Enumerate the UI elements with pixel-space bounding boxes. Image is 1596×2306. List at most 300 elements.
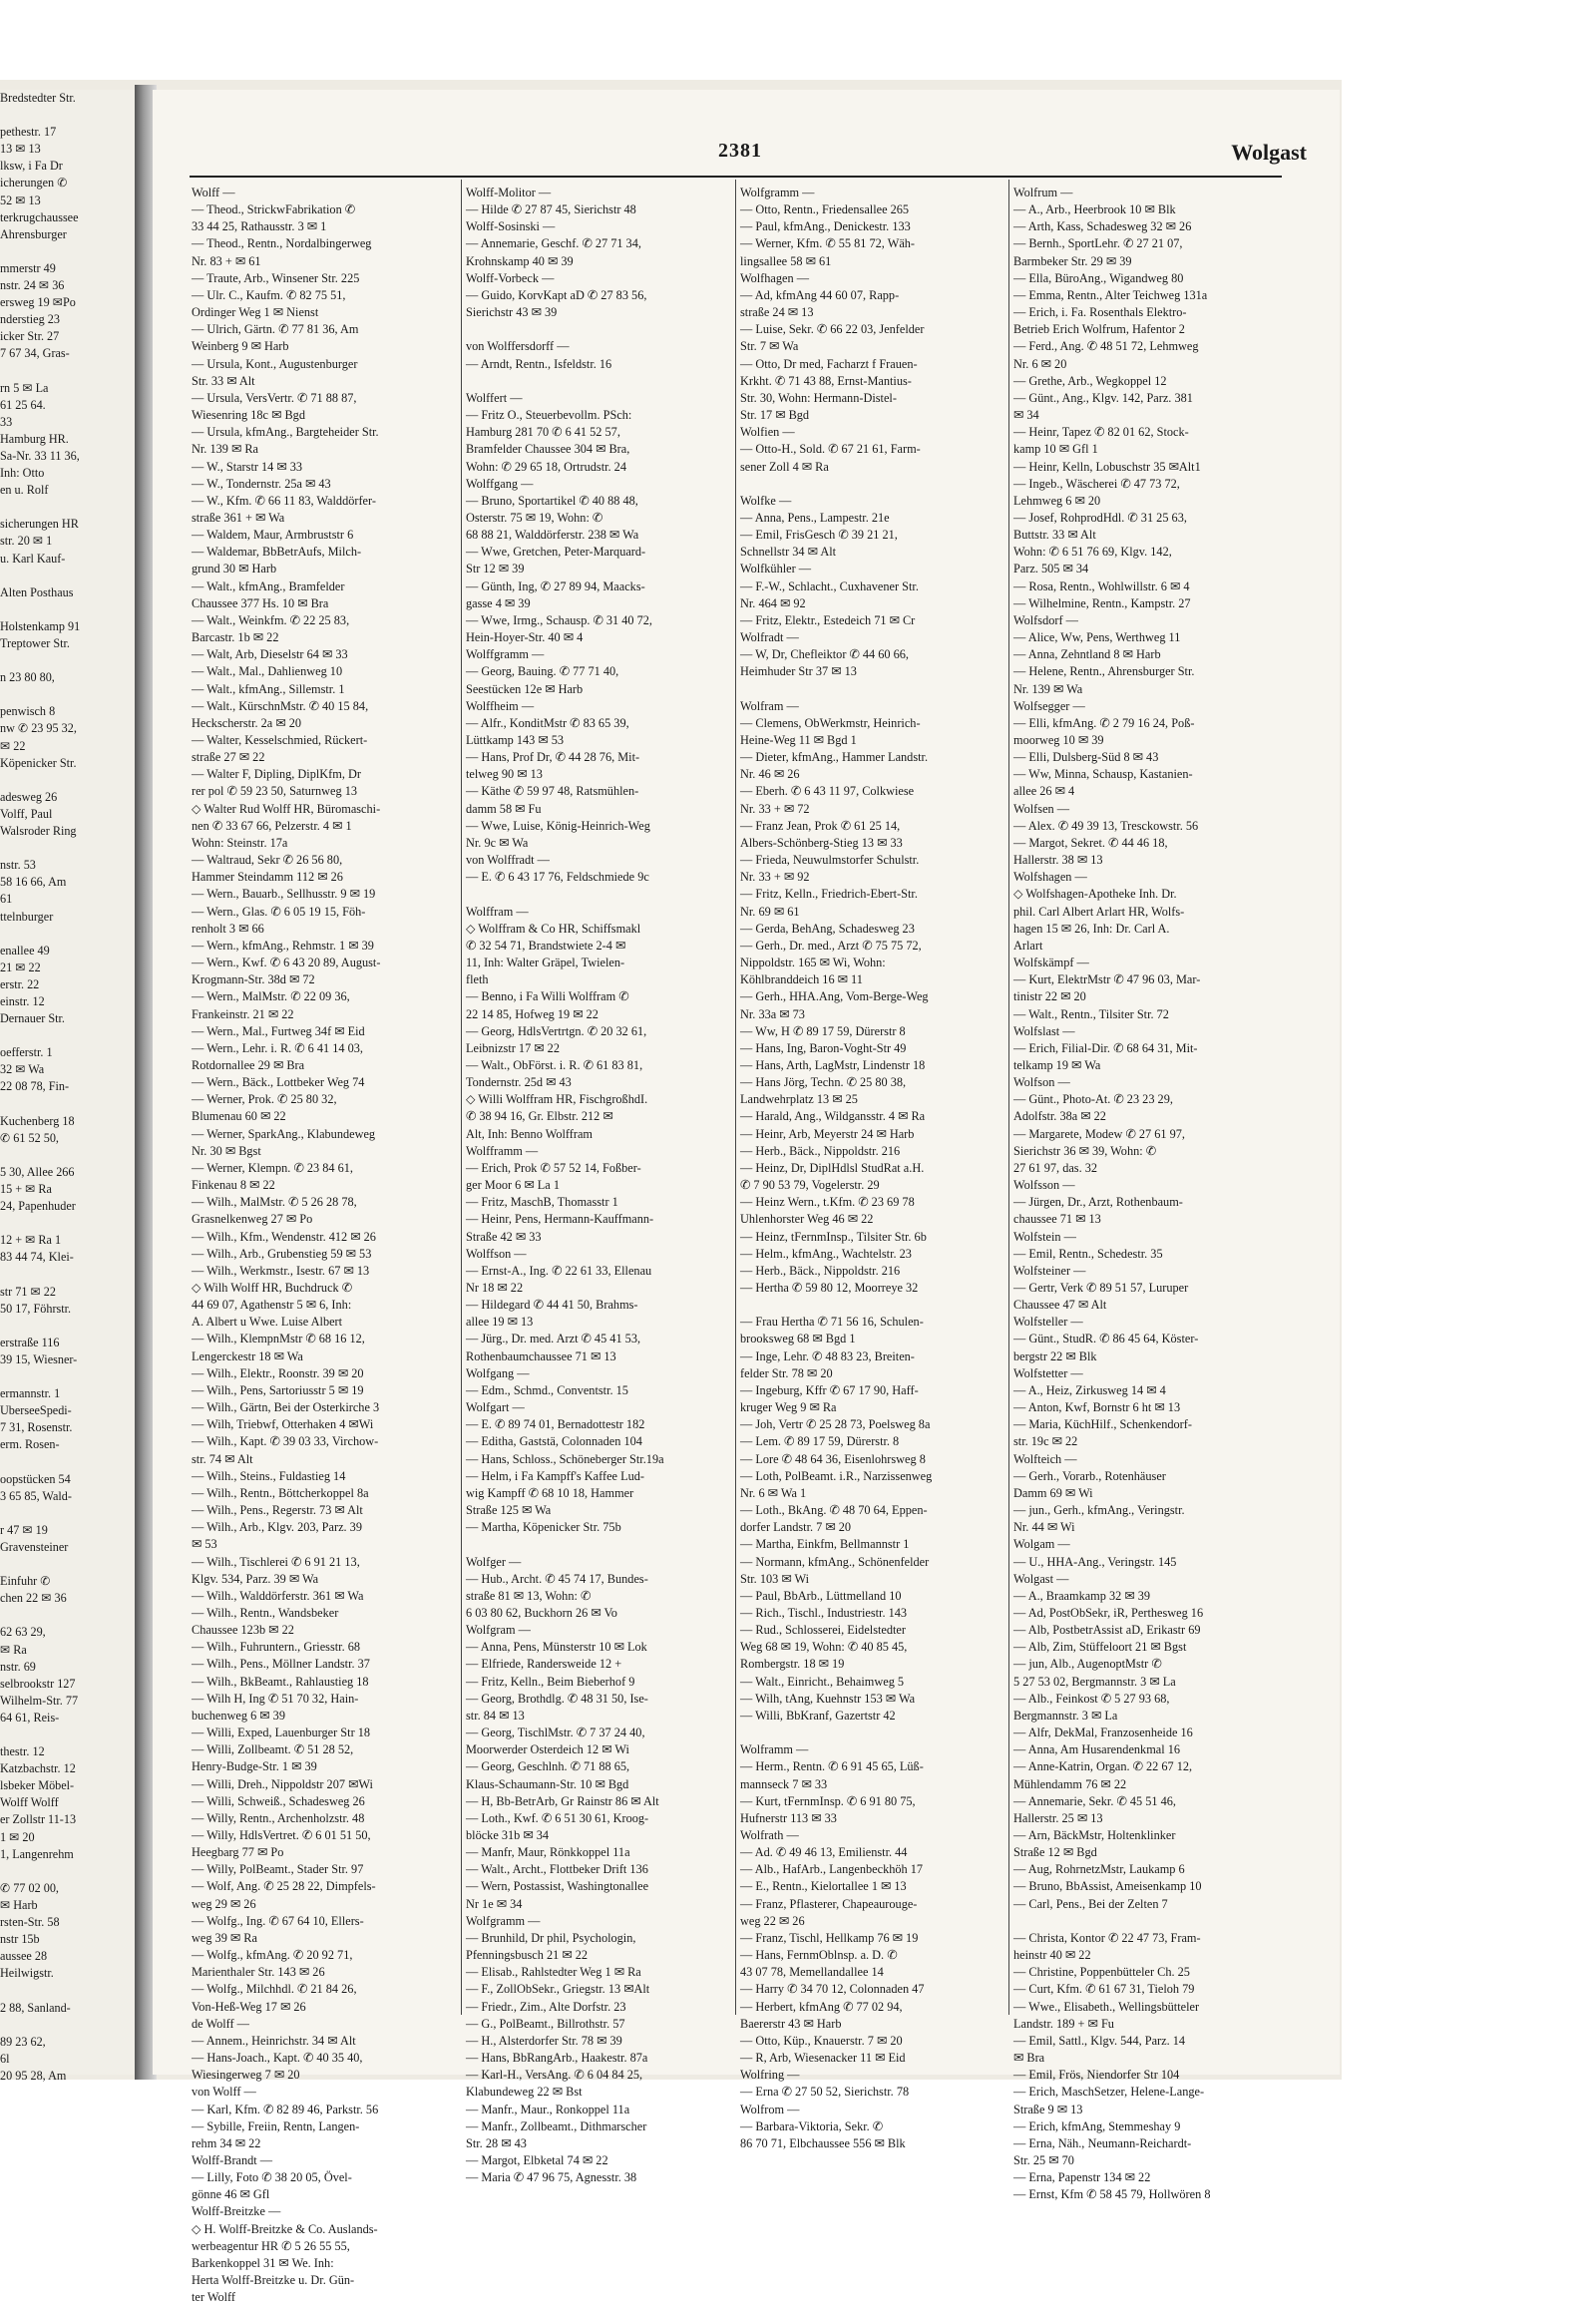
entry-line xyxy=(466,373,733,390)
entry-line: Str. 7 ✉ Wa xyxy=(740,339,799,354)
entry-line xyxy=(0,1318,135,1335)
entry-line: str 71 ✉ 22 xyxy=(0,1284,56,1299)
entry-line: 1 ✉ 20 xyxy=(0,1829,35,1844)
entry-line: — Elli, kfmAng. ✆ 2 79 16 24, Poß- xyxy=(1013,715,1195,730)
entry-line: ✆ 32 54 71, Brandstwiete 2-4 ✉ xyxy=(466,938,626,953)
entry-line: straße 81 ✉ 13, Wohn: ✆ xyxy=(466,1588,592,1603)
entry-line: — Harald, Ang., Wildgansstr. 4 ✉ Ra xyxy=(740,1109,926,1124)
entry-line: — Willi, Zollbeamt. ✆ 51 28 52, xyxy=(192,1742,354,1757)
entry-line: — E., Rentn., Kielortallee 1 ✉ 13 xyxy=(740,1879,907,1894)
entry-line: — Günt., Ang., Klgv. 142, Parz. 381 xyxy=(1013,390,1193,405)
entry-line: — Willi, Dreh., Nippoldstr 207 ✉Wi xyxy=(192,1776,373,1791)
entry-line: Bramfelder Chaussee 304 ✉ Bra, xyxy=(466,442,630,457)
entry-line: — U., HHA-Ang., Veringstr. 145 xyxy=(1013,1554,1177,1569)
entry-line: Wolfsdorf — xyxy=(1013,612,1078,627)
header-rule xyxy=(190,176,1282,178)
entry-line: — Wilh., Pens, Sartoriusstr 5 ✉ 19 xyxy=(192,1382,364,1397)
entry-line: Wolff-Molitor — xyxy=(466,186,552,199)
entry-line: moorweg 10 ✉ 39 xyxy=(1013,733,1104,747)
entry-line: Landwehrplatz 13 ✉ 25 xyxy=(740,1092,858,1107)
entry-line: von Wolffersdorff — xyxy=(466,339,570,354)
entry-line: — E. ✆ 89 74 01, Bernadottestr 182 xyxy=(466,1417,645,1432)
entry-line: 62 63 29, xyxy=(0,1625,46,1640)
entry-line: Wolfgramm — xyxy=(740,186,815,199)
entry-line: Wolfram — xyxy=(740,698,799,713)
entry-line: — Manfr., Zollbeamt., Dithmarscher xyxy=(466,2118,647,2133)
entry-line: Klaus-Schaumann-Str. 10 ✉ Bgd xyxy=(466,1776,629,1791)
entry-line: — Ulrich, Gärtn. ✆ 77 81 36, Am xyxy=(192,322,359,337)
entry-line: Nr 18 ✉ 22 xyxy=(466,1281,524,1295)
entry-line: Baererstr 43 ✉ Harb xyxy=(740,2016,842,2031)
entry-line: — Alb, Zim, Stüffeloort 21 ✉ Bgst xyxy=(1013,1640,1187,1655)
entry-line: erm. Rosen- xyxy=(0,1437,60,1452)
entry-line: — Lilly, Foto ✆ 38 20 05, Övel- xyxy=(192,2170,352,2185)
entry-line: aussee 28 xyxy=(0,1949,48,1964)
entry-line: 52 ✉ 13 xyxy=(0,192,41,207)
entry-line xyxy=(0,1863,135,1880)
entry-line xyxy=(0,1096,135,1113)
entry-line: — A., Heiz, Zirkusweg 14 ✉ 4 xyxy=(1013,1382,1166,1397)
entry-line: 7 31, Rosenstr. xyxy=(0,1420,73,1435)
entry-line: allee 26 ✉ 4 xyxy=(1013,784,1075,799)
entry-line: — Wern, Postassist, Washingtonallee xyxy=(466,1879,649,1894)
entry-line: — Ad. ✆ 49 46 13, Emilienstr. 44 xyxy=(740,1845,908,1860)
entry-line xyxy=(0,1147,135,1164)
page-header xyxy=(160,140,1307,180)
column-divider xyxy=(735,180,736,2015)
entry-line: blöcke 31b ✉ 34 xyxy=(466,1828,550,1842)
entry-line: — Kurt, ElektrMstr ✆ 47 96 03, Mar- xyxy=(1013,972,1201,987)
entry-line: Straße 42 ✉ 33 xyxy=(466,1229,542,1244)
entry-line: — Anna, Zehntland 8 ✉ Harb xyxy=(1013,647,1161,662)
entry-line: 61 25 64. xyxy=(0,397,46,412)
entry-line: 12 + ✉ Ra 1 xyxy=(0,1233,62,1248)
entry-line: Holstenkamp 91 xyxy=(0,618,81,633)
entry-line: Wolfger — xyxy=(466,1554,522,1569)
entry-line: Einfuhr ✆ xyxy=(0,1574,51,1589)
entry-line: kruger Weg 9 ✉ Ra xyxy=(740,1400,837,1415)
entry-line: Wolff — xyxy=(192,186,235,199)
entry-line: — Margot, Elbketal 74 ✉ 22 xyxy=(466,2152,608,2167)
entry-line xyxy=(0,1215,135,1232)
entry-line: Finkenau 8 ✉ 22 xyxy=(192,1178,275,1193)
entry-line: — Maria ✆ 47 96 75, Agnesstr. 38 xyxy=(466,2170,637,2185)
entry-line: — Curt, Kfm. ✆ 61 67 31, Tieloh 79 xyxy=(1013,1982,1195,1997)
entry-line: — G., PolBeamt., Billrothstr. 57 xyxy=(466,2016,625,2031)
entry-line: — Wolfg., Milchhdl. ✆ 21 84 26, xyxy=(192,1982,357,1997)
entry-line: bergstr 22 ✉ Blk xyxy=(1013,1348,1097,1363)
entry-line: Henry-Budge-Str. 1 ✉ 39 xyxy=(192,1759,317,1774)
entry-line: — Wilh., Walddörferstr. 361 ✉ Wa xyxy=(192,1588,364,1603)
entry-line: str. 84 ✉ 13 xyxy=(466,1708,525,1723)
entry-line: — Gerh., Dr. med., Arzt ✆ 75 75 72, xyxy=(740,938,922,953)
entry-line: Albers-Schönberg-Stieg 13 ✉ 33 xyxy=(740,835,903,850)
entry-line: — Loth., Kwf. ✆ 6 51 30 61, Kroog- xyxy=(466,1810,649,1825)
entry-line: str. 19c ✉ 22 xyxy=(1013,1434,1078,1449)
entry-line: grund 30 ✉ Harb xyxy=(192,562,277,576)
entry-line: — Ferd., Ang. ✆ 48 51 72, Lehmweg xyxy=(1013,339,1199,354)
entry-line: oefferstr. 1 xyxy=(0,1045,53,1060)
entry-line: Hammer Steindamm 112 ✉ 26 xyxy=(192,870,343,885)
entry-line: — H, Bb-BetrArb, Gr Rainstr 86 ✉ Alt xyxy=(466,1793,659,1808)
entry-line: Wolffram — xyxy=(466,904,529,919)
entry-line: Wolffert — xyxy=(466,390,523,405)
entry-line: — Inge, Lehr. ✆ 48 83 23, Breiten- xyxy=(740,1348,915,1363)
entry-line: Lehmweg 6 ✉ 20 xyxy=(1013,493,1101,508)
entry-line: Wolfsteiner — xyxy=(1013,1263,1086,1278)
entry-line: 39 15, Wiesner- xyxy=(0,1351,78,1366)
entry-line: — Wilh., Pens., Regerstr. 73 ✉ Alt xyxy=(192,1503,363,1518)
entry-line: — W., Tondernstr. 25a ✉ 43 xyxy=(192,476,331,491)
entry-line: straße 27 ✉ 22 xyxy=(192,750,265,765)
entry-line xyxy=(0,1727,135,1743)
entry-line: lksw, i Fa Dr xyxy=(0,159,63,174)
entry-line: — Waltraud, Sekr ✆ 26 56 80, xyxy=(192,853,343,868)
entry-line: 22 14 85, Hofweg 19 ✉ 22 xyxy=(466,1006,598,1021)
entry-line xyxy=(0,686,135,703)
entry-line: 6 03 80 62, Buckhorn 26 ✉ Vo xyxy=(466,1605,617,1620)
entry-line: icker Str. 27 xyxy=(0,329,60,344)
entry-line: A. Albert u Wwe. Luise Albert xyxy=(192,1315,343,1330)
column-divider xyxy=(1008,180,1009,2015)
entry-line: — Annemarie, Geschf. ✆ 27 71 34, xyxy=(466,236,641,251)
entry-line: — Hilde ✆ 27 87 45, Sierichstr 48 xyxy=(466,202,636,217)
entry-line: terkrugchaussee xyxy=(0,209,79,224)
entry-line: — Walt., Rentn., Tilsiter Str. 72 xyxy=(1013,1006,1169,1021)
entry-line: lingsallee 58 ✉ 61 xyxy=(740,253,832,268)
entry-line: Wolfrom — xyxy=(740,2102,800,2116)
entry-line: — Hub., Archt. ✆ 45 74 17, Bundes- xyxy=(466,1571,648,1586)
entry-line: — Wolf, Ang. ✆ 25 28 22, Dimpfels- xyxy=(192,1879,376,1894)
entry-line: 27 61 97, das. 32 xyxy=(1013,1160,1098,1175)
entry-line: 86 70 71, Elbchaussee 556 ✉ Blk xyxy=(740,2135,906,2150)
entry-line: ermannstr. 1 xyxy=(0,1386,61,1401)
entry-line: r 47 ✉ 19 xyxy=(0,1522,48,1537)
entry-line: — Ad, kfmAng 44 60 07, Rapp- xyxy=(740,287,900,302)
entry-line: — Emil, Sattl., Klgv. 544, Parz. 14 xyxy=(1013,2033,1186,2048)
entry-line: — Heinr, Pens, Hermann-Kauffmann- xyxy=(466,1212,654,1227)
entry-line: ◇ Wilh Wolff HR, Buchdruck ✆ xyxy=(192,1281,353,1295)
entry-line: damm 58 ✉ Fu xyxy=(466,801,542,816)
entry-line: — Wilh., MalMstr. ✆ 5 26 28 78, xyxy=(192,1195,357,1210)
entry-line: Wolfshagen — xyxy=(1013,870,1087,885)
entry-line: — Hans, Prof Dr, ✆ 44 28 76, Mit- xyxy=(466,750,640,765)
entry-line: 32 ✉ Wa xyxy=(0,1062,45,1077)
entry-line: Ahrensburger xyxy=(0,226,67,241)
entry-line: — Fritz, Kelln., Friedrich-Ebert-Str. xyxy=(740,887,918,902)
entry-line: Nr. 83 + ✉ 61 xyxy=(192,253,261,268)
entry-line: Köpenicker Str. xyxy=(0,755,77,770)
entry-line xyxy=(0,601,135,618)
entry-line: Wolfsteller — xyxy=(1013,1315,1083,1330)
entry-line: ✆ 7 90 53 79, Vogelerstr. 29 xyxy=(740,1178,880,1193)
entry-line: rn 5 ✉ La xyxy=(0,380,49,395)
entry-line: — Heinr, Kelln, Lobuschstr 35 ✉Alt1 xyxy=(1013,459,1201,474)
entry-line: — Emil, FrisGesch ✆ 39 21 21, xyxy=(740,528,898,543)
entry-line: — Werner, Klempn. ✆ 23 84 61, xyxy=(192,1160,353,1175)
entry-line: Alten Posthaus xyxy=(0,584,74,599)
entry-line: — Heinz, Dr, DiplHdlsl StudRat a.H. xyxy=(740,1160,925,1175)
entry-line: — Elisab., Rahlstedter Weg 1 ✉ Ra xyxy=(466,1965,641,1980)
entry-line: — Benno, i Fa Willi Wolffram ✆ xyxy=(466,989,629,1004)
entry-line xyxy=(466,1536,733,1553)
entry-line: Nr. 46 ✉ 26 xyxy=(740,767,800,782)
entry-line: ◇ Walter Rud Wolff HR, Büromaschi- xyxy=(192,801,381,816)
entry-line: Sierichstr 43 ✉ 39 xyxy=(466,305,558,320)
entry-line: Straße 9 ✉ 13 xyxy=(1013,2102,1083,2116)
entry-line: — Maria, KüchHilf., Schenkendorf- xyxy=(1013,1417,1192,1432)
entry-line: 24, Papenhuder xyxy=(0,1199,76,1214)
entry-line: weg 22 ✉ 26 xyxy=(740,1913,805,1928)
entry-line: — Wilh., Rentn., Böttcherkoppel 8a xyxy=(192,1485,369,1500)
entry-line xyxy=(0,107,135,124)
entry-line: Nr 1e ✉ 34 xyxy=(466,1896,523,1911)
entry-line: 11, Inh: Walter Gräpel, Twielen- xyxy=(466,956,625,970)
entry-line: en u. Rolf xyxy=(0,483,49,498)
entry-line: — Wwe, Irmg., Schausp. ✆ 31 40 72, xyxy=(466,612,652,627)
entry-line: 5 30, Allee 266 xyxy=(0,1164,75,1179)
entry-line: Bredstedter Str. xyxy=(0,91,76,105)
entry-line: — Wern., kfmAng., Rehmstr. 1 ✉ 39 xyxy=(192,938,374,953)
entry-line: mannseck 7 ✉ 33 xyxy=(740,1776,828,1791)
entry-line: adesweg 26 xyxy=(0,789,58,804)
entry-line: — Willy, PolBeamt., Stader Str. 97 xyxy=(192,1862,364,1877)
entry-line: Klgv. 534, Parz. 39 ✉ Wa xyxy=(192,1571,319,1586)
entry-line: Rombergstr. 18 ✉ 19 xyxy=(740,1657,845,1672)
entry-line: — Editha, Gaststä, Colonnaden 104 xyxy=(466,1434,642,1449)
entry-line: Wolfsegger — xyxy=(1013,698,1085,713)
entry-line: Str. 25 ✉ 70 xyxy=(1013,2152,1074,2167)
entry-line: — Wern., MalMstr. ✆ 22 09 36, xyxy=(192,989,350,1004)
entry-line: 2 88, Sanland- xyxy=(0,2000,71,2015)
entry-line: Tondernstr. 25d ✉ 43 xyxy=(466,1075,572,1090)
entry-line: Wiesenring 18c ✉ Bgd xyxy=(192,408,305,423)
entry-line: — Otto, Rentn., Friedensallee 265 xyxy=(740,202,910,217)
directory-column-2 xyxy=(466,185,733,2185)
entry-line: — Rud., Schlosserei, Eidelstedter xyxy=(740,1623,906,1638)
entry-line: nstr. 69 xyxy=(0,1659,36,1674)
entry-line: Chaussee 377 Hs. 10 ✉ Bra xyxy=(192,595,329,610)
entry-line: — Wilh., Werkmstr., Isestr. 67 ✉ 13 xyxy=(192,1263,370,1278)
entry-line: Barcastr. 1b ✉ 22 xyxy=(192,630,279,645)
entry-line: — A., Braamkamp 32 ✉ 39 xyxy=(1013,1588,1151,1603)
entry-line: Wohn: ✆ 6 51 76 69, Klgv. 142, xyxy=(1013,545,1172,560)
entry-line: — Gertr, Verk ✆ 89 51 57, Luruper xyxy=(1013,1281,1189,1295)
entry-line: Nr. 6 ✉ Wa 1 xyxy=(740,1485,807,1500)
entry-line: Wolfframm — xyxy=(466,1143,539,1158)
entry-line: Nr. 9c ✉ Wa xyxy=(466,835,529,850)
entry-line: — Wern., Glas. ✆ 6 05 19 15, Föh- xyxy=(192,904,366,919)
entry-line: nstr. 24 ✉ 36 xyxy=(0,278,65,293)
entry-line: 15 + ✉ Ra xyxy=(0,1182,52,1196)
entry-line: erstr. 22 xyxy=(0,976,40,991)
entry-line: — Christine, Poppenbütteler Ch. 25 xyxy=(1013,1965,1190,1980)
entry-line: ✆ 77 02 00, xyxy=(0,1880,59,1895)
entry-line: — Bernh., SportLehr. ✆ 27 21 07, xyxy=(1013,236,1183,251)
entry-line: — Franz, Tischl, Hellkamp 76 ✉ 19 xyxy=(740,1930,919,1945)
entry-line: — Arth, Kass, Schadesweg 32 ✉ 26 xyxy=(1013,219,1192,234)
entry-line xyxy=(0,840,135,857)
entry-line: — Alice, Ww, Pens, Werthweg 11 xyxy=(1013,630,1181,645)
entry-line: — Harry ✆ 34 70 12, Colonnaden 47 xyxy=(740,1982,925,1997)
entry-line: 83 44 74, Klei- xyxy=(0,1250,74,1265)
entry-line: — Emil, Rentn., Schedestr. 35 xyxy=(1013,1246,1163,1261)
entry-line: — Elfriede, Randersweide 12 + xyxy=(466,1657,622,1672)
entry-line: — Normann, kfmAng., Schönenfelder xyxy=(740,1554,930,1569)
entry-line xyxy=(0,499,135,516)
entry-line: Wolffson — xyxy=(466,1246,527,1261)
entry-line: — Wern., Mal., Furtweg 34f ✉ Eid xyxy=(192,1023,365,1038)
entry-line: — Emil, Frös, Niendorfer Str 104 xyxy=(1013,2068,1180,2083)
entry-line: 64 61, Reis- xyxy=(0,1710,60,1725)
entry-line: Rotdornallee 29 ✉ Bra xyxy=(192,1057,305,1072)
entry-line: ✉ Bra xyxy=(1013,2051,1045,2066)
entry-line: Ordinger Weg 1 ✉ Nienst xyxy=(192,305,319,320)
entry-line: — Friedr., Zim., Alte Dorfstr. 23 xyxy=(466,1999,626,2014)
entry-line: Schnellstr 34 ✉ Alt xyxy=(740,545,837,560)
entry-line: ttelnburger xyxy=(0,909,54,924)
entry-line: gönne 46 ✉ Gfl xyxy=(192,2187,270,2202)
entry-line: — Bruno, BbAssist, Ameisenkamp 10 xyxy=(1013,1879,1202,1894)
entry-line: Nr. 44 ✉ Wi xyxy=(1013,1520,1075,1535)
entry-line xyxy=(0,1607,135,1624)
entry-line: — Arn, BäckMstr, Holtenklinker xyxy=(1013,1828,1176,1842)
entry-line: — Anna, Pens, Münsterstr 10 ✉ Lok xyxy=(466,1640,647,1655)
entry-line: — Franz Jean, Prok ✆ 61 25 14, xyxy=(740,818,901,833)
entry-line: Wolfke — xyxy=(740,493,792,508)
entry-line: — Barbara-Viktoria, Sekr. ✆ xyxy=(740,2118,884,2133)
entry-line: — Wolfg., Ing. ✆ 67 64 10, Ellers- xyxy=(192,1913,364,1928)
entry-line: Leibnizstr 17 ✉ 22 xyxy=(466,1040,560,1055)
entry-line: — Georg, Geschlnh. ✆ 71 88 65, xyxy=(466,1759,630,1774)
entry-line: Seestücken 12e ✉ Harb xyxy=(466,681,584,696)
entry-line: renholt 3 ✉ 66 xyxy=(192,921,264,936)
entry-line: enallee 49 xyxy=(0,943,50,958)
entry-line: Str. 17 ✉ Bgd xyxy=(740,408,810,423)
entry-line: — Hans, Arth, LagMstr, Lindenstr 18 xyxy=(740,1057,926,1072)
entry-line: ✆ 61 52 50, xyxy=(0,1130,59,1145)
entry-line: — Anne-Katrin, Organ. ✆ 22 67 12, xyxy=(1013,1759,1193,1774)
entry-line: — Willi, Schweiß., Schadesweg 26 xyxy=(192,1793,365,1808)
entry-line: — Gerda, BehAng, Schadesweg 23 xyxy=(740,921,915,936)
entry-line xyxy=(466,321,733,338)
entry-line: — Käthe ✆ 59 97 48, Ratsmühlen- xyxy=(466,784,639,799)
entry-line: Köhlbranddeich 16 ✉ 11 xyxy=(740,972,863,987)
entry-line: — Herb., Bäck., Nippoldstr. 216 xyxy=(740,1143,901,1158)
entry-line: 33 xyxy=(0,414,13,429)
entry-line: Barkenkoppel 31 ✉ We. Inh: xyxy=(192,2255,334,2270)
entry-line: — Annem., Heinrichstr. 34 ✉ Alt xyxy=(192,2033,356,2048)
entry-line: Wohn: ✆ 29 65 18, Ortrudstr. 24 xyxy=(466,459,626,474)
entry-line: — Aug, RohrnetzMstr, Laukamp 6 xyxy=(1013,1862,1185,1877)
entry-line: Wolfhagen — xyxy=(740,270,810,285)
entry-line: — Walt., Archt., Flottbeker Drift 136 xyxy=(466,1862,648,1877)
entry-line: Lüttkamp 143 ✉ 53 xyxy=(466,733,565,747)
entry-line: nstr 15b xyxy=(0,1932,40,1947)
entry-line xyxy=(0,772,135,789)
entry-line: — Ad, PostObSekr, iR, Perthesweg 16 xyxy=(1013,1605,1204,1620)
entry-line: Krohnskamp 40 ✉ 39 xyxy=(466,253,574,268)
entry-line: — Georg, Brothdlg. ✆ 48 31 50, Ise- xyxy=(466,1691,648,1706)
entry-line: ◇ Willi Wolffram HR, FischgroßhdI. xyxy=(466,1092,648,1107)
entry-line: — Josef, RohprodHdl. ✆ 31 25 63, xyxy=(1013,510,1187,525)
entry-line: Wolff-Brandt — xyxy=(192,2152,273,2167)
entry-line: Betrieb Erich Wolfrum, Hafentor 2 xyxy=(1013,322,1185,337)
entry-line: UberseeSpedi- xyxy=(0,1403,72,1418)
entry-line: Sa-Nr. 33 11 36, xyxy=(0,448,80,463)
entry-line: Heilwigstr. xyxy=(0,1966,54,1981)
entry-line: — Clemens, ObWerkmstr, Heinrich- xyxy=(740,715,921,730)
entry-line: — Wern., Kwf. ✆ 6 43 20 89, August- xyxy=(192,956,381,970)
entry-line: — Walt., kfmAng., Sillemstr. 1 xyxy=(192,681,345,696)
entry-line: — Wwe, Gretchen, Peter-Marquard- xyxy=(466,545,646,560)
entry-line: — Wilh., Fuhruntern., Griesstr. 68 xyxy=(192,1640,361,1655)
entry-line: Wolfstetter — xyxy=(1013,1365,1083,1380)
entry-line: Wolff Wolff xyxy=(0,1795,59,1810)
entry-line: allee 19 ✉ 13 xyxy=(466,1315,534,1330)
entry-line: — Walt., Einricht., Behaimweg 5 xyxy=(740,1674,905,1689)
entry-line: Walsroder Ring xyxy=(0,824,77,839)
entry-line: gasse 4 ✉ 39 xyxy=(466,595,531,610)
entry-line: Wolff-Breitzke — xyxy=(192,2204,281,2219)
entry-line: Wolfsen — xyxy=(1013,801,1070,816)
entry-line: — Loth, PolBeamt. i.R., Narzissenweg xyxy=(740,1468,933,1483)
entry-line: — Gerh., Vorarb., Rotenhäuser xyxy=(1013,1468,1166,1483)
entry-line: Wolff-Sosinski — xyxy=(466,219,556,234)
entry-line xyxy=(0,1368,135,1385)
entry-line: — W, Dr, Chefleiktor ✆ 44 60 66, xyxy=(740,647,909,662)
entry-line: Wohn: Steinstr. 17a xyxy=(192,835,288,850)
entry-line: — Traute, Arb., Winsener Str. 225 xyxy=(192,270,360,285)
entry-line: — Günt., StudR. ✆ 86 45 64, Köster- xyxy=(1013,1332,1199,1346)
entry-line: Sierichstr 36 ✉ 39, Wohn: ✆ xyxy=(1013,1143,1157,1158)
entry-line: n 23 80 80, xyxy=(0,670,55,685)
entry-line: hagen 15 ✉ 26, Inh: Dr. Carl A. xyxy=(1013,921,1170,936)
entry-line: — Helene, Rentn., Ahrensburger Str. xyxy=(1013,664,1195,679)
entry-line: von Wolffradt — xyxy=(466,853,550,868)
entry-line: Gravensteiner xyxy=(0,1539,69,1554)
entry-line: — Helm, i Fa Kampff's Kaffee Lud- xyxy=(466,1468,644,1483)
entry-line: — Emma, Rentn., Alter Teichweg 131a xyxy=(1013,287,1208,302)
entry-line: — Otto, Küp., Knauerstr. 7 ✉ 20 xyxy=(740,2033,903,2048)
entry-line: — Günt., Photo-At. ✆ 23 23 29, xyxy=(1013,1092,1173,1107)
entry-line: — Alex. ✆ 49 39 13, Tresckowstr. 56 xyxy=(1013,818,1199,833)
entry-line: Wolfslast — xyxy=(1013,1023,1075,1038)
entry-line: Pfenningsbusch 21 ✉ 22 xyxy=(466,1948,588,1963)
entry-line: 1, Langenrehm xyxy=(0,1846,74,1861)
entry-line: nstr. 53 xyxy=(0,858,36,873)
entry-line: thestr. 12 xyxy=(0,1744,45,1759)
entry-line xyxy=(0,1556,135,1573)
entry-line xyxy=(0,363,135,380)
entry-line: — Elli, Dulsberg-Süd 8 ✉ 43 xyxy=(1013,750,1159,765)
entry-line: — Werner, Prok. ✆ 25 80 32, xyxy=(192,1092,337,1107)
entry-line: — Walter F, Dipling, DiplKfm, Dr xyxy=(192,767,361,782)
entry-line: icherungen ✆ xyxy=(0,176,68,191)
entry-line: Krkht. ✆ 71 43 88, Ernst-Mantius- xyxy=(740,373,912,388)
entry-line xyxy=(0,1454,135,1471)
entry-line: Kuchenberg 18 xyxy=(0,1113,75,1128)
entry-line: — Karl-H., VersAng. ✆ 6 04 84 25, xyxy=(466,2068,643,2083)
entry-line: — Walt., kfmAng., Bramfelder xyxy=(192,578,345,593)
entry-line: — Werner, Kfm. ✆ 55 81 72, Wäh- xyxy=(740,236,916,251)
entry-line: Hallerstr. 38 ✉ 13 xyxy=(1013,853,1103,868)
entry-line: — Theod., StrickwFabrikation ✆ xyxy=(192,202,356,217)
entry-line: Wolfring — xyxy=(740,2068,800,2083)
entry-line: Dernauer Str. xyxy=(0,1011,65,1026)
entry-line: Krogmann-Str. 38d ✉ 72 xyxy=(192,972,315,987)
entry-line: Heegbarg 77 ✉ Po xyxy=(192,1845,284,1860)
